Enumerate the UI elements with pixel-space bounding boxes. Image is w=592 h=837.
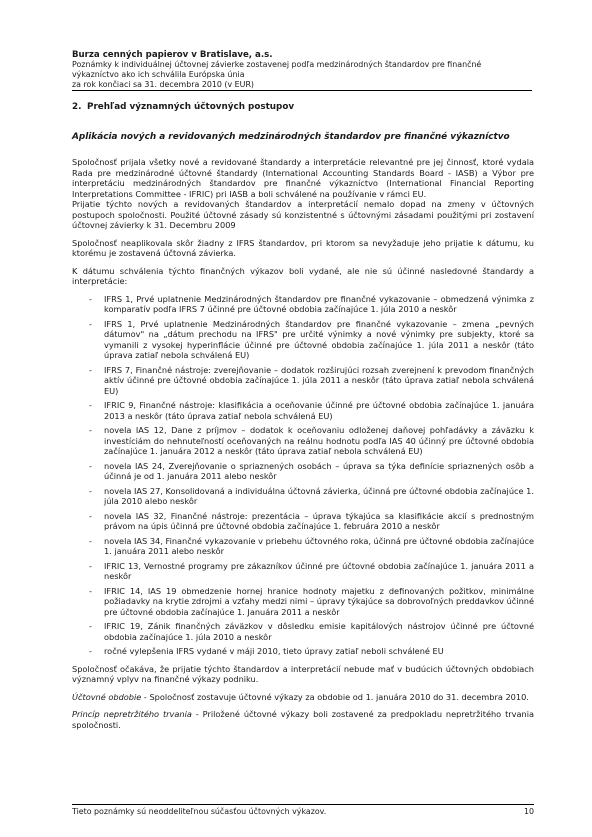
paragraph-1: Spoločnosť prijala všetky nové a revidované štandardy a interpretácie relevantné pre jej činnosť, ktoré vydala Rada pre medzinárodné účtovné štandardy (International Accounting Standards Board - IASB) a Výbor pre interpretáciu medzinárodných štandardov pre finančné výkazníctvo (International Financial Reporting Interpretations Committee - IFRIC) pri IASB a boli schválené na používanie v rámci EU. <box>72 157 534 199</box>
document-header <box>72 50 534 89</box>
paragraph-3: Spoločnosť neaplikovala skôr žiadny z IFRS štandardov, pri ktorom sa nevyžaduje jeho prijatie k dátumu, ku ktorému je zostavená účtovná závierka. <box>72 237 534 259</box>
list-item <box>72 294 534 315</box>
subheading: Aplikácia nových a revidovaných medzinárodných štandardov pre finančné výkazníctvo <box>72 131 510 142</box>
header-line-1: Poznámky k individuálnej účtovnej závierke zostavenej podľa medzinárodných štandardov pre finančné <box>72 60 482 70</box>
list-item-text: IFRIC 13, Vernostné programy pre zákazníkov účinné pre účtovné obdobia začínajúce 1. januára 2011 a neskôr <box>104 560 534 582</box>
accounting-period-label: Účtovné obdobie <box>72 691 142 702</box>
going-concern-text: - Priložené účtovné výkazy boli zostavené za predpokladu nepretržitého trvania spoločnosti. <box>72 709 535 730</box>
list-bullet: - <box>89 318 92 329</box>
list-item-text: novela IAS 12, Dane z príjmov – dodatok k oceňovaniu odloženej daňovej pohľadávky a záväzku k investíciám do nehnuteľností oceňovaných na reálnu hodnotu podľa IAS 40 účinný pre účtovné obdobia začínajúce 1. januára 2012 a neskôr (táto úprava zatiaľ nebola schválená EU) <box>104 425 534 457</box>
list-item <box>72 486 534 507</box>
list-item <box>72 561 534 582</box>
list-bullet: - <box>89 510 92 521</box>
list-item-text: IFRIC 19, Zánik finančných záväzkov v dôsledku emisie kapitálových nástrojov účinné pre účtovné obdobia začínajúce 1. júla 2010 a neskôr <box>104 621 534 642</box>
paragraph-accounting-period <box>72 692 534 703</box>
list-item <box>72 586 534 618</box>
section-title: Prehľad významných účtovných postupov <box>87 102 295 113</box>
list-item-text: IFRS 1, Prvé uplatnenie Medzinárodných štandardov pre finančné vykazovanie – zmena „pevných dátumov" na „dátum prechodu na IFRS" pre určité výnimky a nové výnimky pre subjekty, ktoré sa vymanili z vysokej hyperinflácie účinné pre účtovné obdobia začínajúce 1. júla 2011 a neskôr (táto úprava zatiaľ nebola schválená EU) <box>104 318 534 361</box>
list-bullet: - <box>89 535 92 546</box>
list-item <box>72 365 534 397</box>
list-item-text: ročné vylepšenia IFRS vydané v máji 2010, tieto úpravy zatiaľ neboli schválené EU <box>104 646 444 657</box>
list-item-text: novela IAS 34, Finančné vykazovanie v priebehu účtovného roka, účinná pre účtovné obdobia začínajúce 1. januára 2011 alebo neskôr <box>104 535 534 557</box>
list-bullet: - <box>89 585 92 596</box>
paragraph-going-concern <box>72 709 534 730</box>
page-number: 10 <box>523 807 534 816</box>
list-bullet: - <box>89 460 92 471</box>
header-line-2: výkazníctvo ako ich schválila Európska únia <box>72 70 245 80</box>
accounting-period-text: - Spoločnosť zostavuje účtovné výkazy za obdobie od 1. januára 2010 do 31. decembra 2010. <box>141 691 529 702</box>
list-item <box>72 621 534 642</box>
list-item <box>72 511 534 532</box>
paragraph-4: K dátumu schválenia týchto finančných výkazov boli vydané, ale nie sú účinné nasledovné štandardy a interpretácie: <box>72 265 534 287</box>
list-item-text: IFRS 1, Prvé uplatnenie Medzinárodných štandardov pre finančné vykazovanie – obmedzená výnimka z komparatív podľa IFRS 7 účinné pre účtovné obdobia začínajúce 1. júla 2010 a neskôr <box>104 293 534 315</box>
list-bullet: - <box>89 621 92 632</box>
list-item-text: novela IAS 32, Finančné nástroje: prezentácia – úprava týkajúca sa klasifikácie akcií s prednostným právom na úpis účinná pre účtovné obdobia začínajúce 1. februára 2010 a neskôr <box>104 510 534 532</box>
list-item-text: IFRIC 9, Finančné nástroje: klasifikácia a oceňovanie účinné pre účtovné obdobia začínajúce 1. januára 2013 a neskôr (táto úprava zatiaľ nebola schválená EU) <box>104 400 534 421</box>
list-item <box>72 319 534 361</box>
list-bullet: - <box>89 364 92 375</box>
list-item <box>72 646 534 657</box>
page-footer <box>72 804 534 817</box>
list-bullet: - <box>89 646 92 657</box>
list-item-text: IFRIC 14, IAS 19 obmedzenie hornej hranice hodnoty majetku z definovaných požitkov, minimálne požiadavky na krytie zdrojmi a vzťahy medzi nimi – úpravy týkajúce sa dobrovoľných preddavkov účinné pre účtovné obdobia začínajúce 1. Januára 2011 a neskôr <box>104 585 534 617</box>
list-item <box>72 536 534 557</box>
list-item-text: IFRS 7, Finančné nástroje: zverejňovanie – dodatok rozširujúci rozsah zverejnení k prevodom finančných aktív účinné pre účtovné obdobia začínajúce 1. júla 2011 a neskôr (táto úprava zatiaľ nebola schválená EU) <box>104 364 534 396</box>
section-number: 2. <box>72 102 82 113</box>
section-heading <box>72 102 534 113</box>
going-concern-label: Princíp nepretržitého trvania <box>72 709 192 720</box>
list-item <box>72 400 534 421</box>
list-item-text: novela IAS 27, Konsolidovaná a individuálna účtovná závierka, účinná pre účtovné obdobia začínajúce 1. júla 2010 alebo neskôr <box>104 485 534 507</box>
standards-list <box>72 294 534 657</box>
list-bullet: - <box>89 485 92 496</box>
footer-note: Tieto poznámky sú neoddeliteľnou súčasťou účtovných výkazov. <box>72 807 327 816</box>
footer-divider <box>72 804 534 805</box>
list-item <box>72 425 534 457</box>
list-bullet: - <box>89 425 92 436</box>
list-item <box>72 461 534 482</box>
list-bullet: - <box>89 400 92 411</box>
paragraph-5: Spoločnosť očakáva, že prijatie týchto štandardov a interpretácií nebude mať v budúcich účtovných obdobiach významný vplyv na finančné výkazy podniku. <box>72 663 534 685</box>
list-item-text: novela IAS 24, Zverejňovanie o spriaznených osobách – úprava sa týka definície spriaznených osôb a účinná je od 1. januára 2011 alebo neskôr <box>104 460 534 482</box>
header-line-3: za rok končiaci sa 31. decembra 2010 (v EUR) <box>72 79 255 89</box>
document-page <box>72 50 534 730</box>
company-name: Burza cenných papierov v Bratislave, a.s. <box>72 50 273 60</box>
paragraph-2: Prijatie týchto nových a revidovaných štandardov a interpretácií nemalo dopad na zmeny v účtovných postupoch spoločnosti. Použité účtovné zásady sú konzistentné s účtovnými zásadami použitými pri zostavení účtovnej závierky k 31. Decembru 2009 <box>72 199 534 231</box>
list-bullet: - <box>89 560 92 571</box>
header-divider <box>72 90 532 91</box>
list-bullet: - <box>89 293 92 304</box>
